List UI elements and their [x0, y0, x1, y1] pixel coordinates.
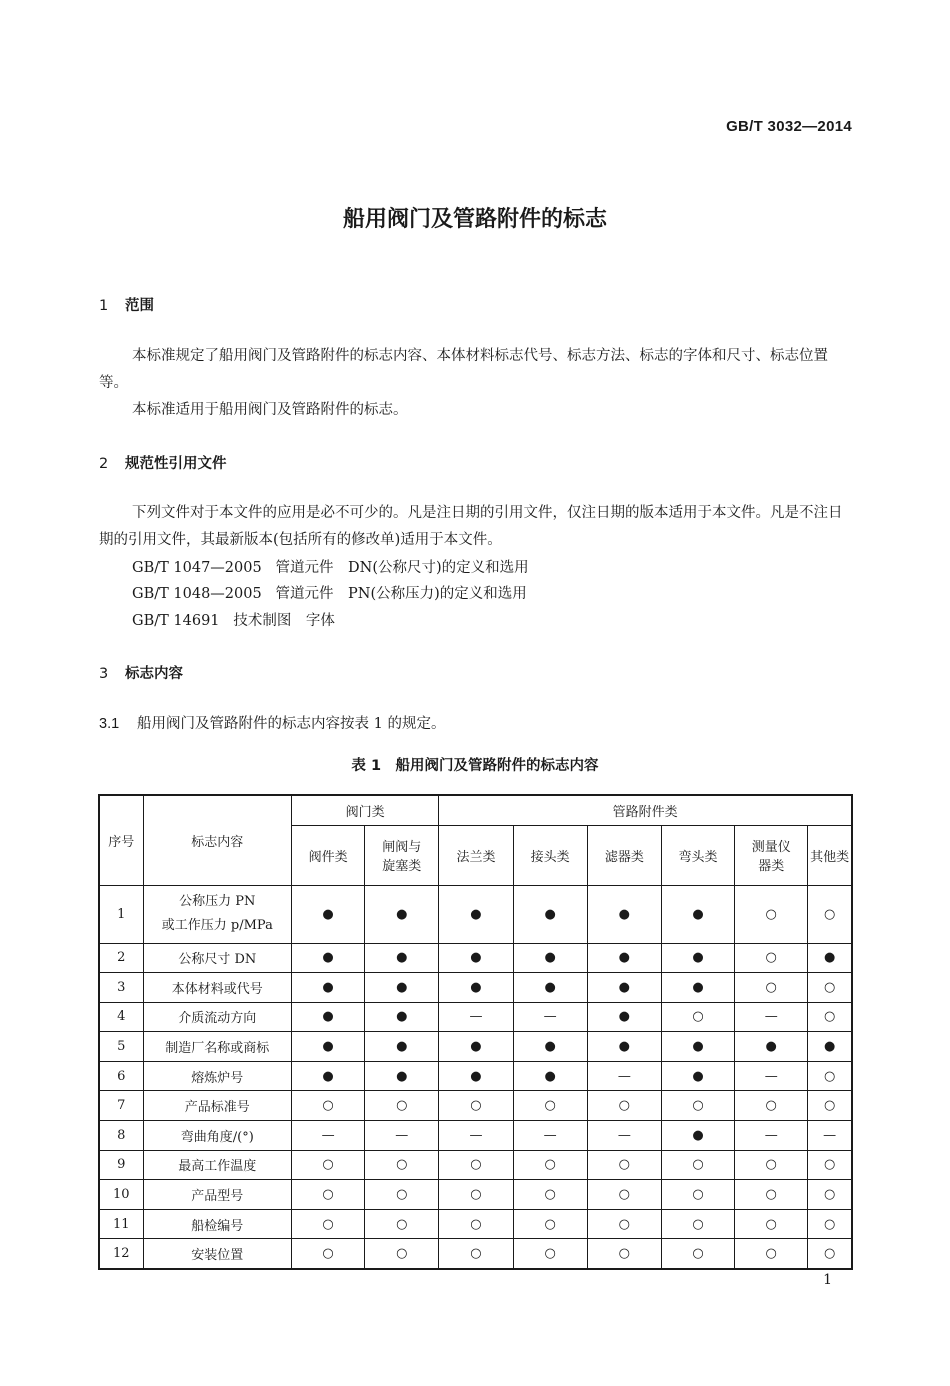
header-valve: 阀件类: [292, 825, 365, 885]
table-row: [99, 1121, 852, 1151]
section-1-paragraph-2: 本标准适用于船用阀门及管路附件的标志。: [132, 402, 408, 418]
required-mark: ●: [365, 1002, 439, 1032]
optional-mark: ○: [439, 1239, 513, 1269]
section-number: 2: [99, 456, 109, 472]
section-number: 3: [99, 666, 109, 682]
not-applicable-mark: —: [735, 1061, 808, 1091]
optional-mark: ○: [661, 1239, 734, 1269]
optional-mark: ○: [587, 1239, 661, 1269]
required-mark: ●: [808, 1032, 852, 1062]
header-other: 其他类: [808, 825, 852, 885]
table-row: [99, 1209, 852, 1239]
section-3-heading: [99, 662, 183, 683]
optional-mark: ○: [292, 1180, 365, 1210]
optional-mark: ○: [587, 1180, 661, 1210]
optional-mark: ○: [735, 943, 808, 973]
section-title: 规范性引用文件: [125, 456, 227, 472]
optional-mark: ○: [808, 1180, 852, 1210]
required-mark: ●: [513, 885, 587, 943]
row-seq: 4: [99, 1002, 143, 1032]
header-flange: 法兰类: [439, 825, 513, 885]
table-row: [99, 1091, 852, 1121]
row-content: 船检编号: [143, 1209, 291, 1239]
page-number: 1: [823, 1272, 832, 1288]
optional-mark: ○: [735, 1091, 808, 1121]
reference-title: 管道元件 DN(公称尺寸)的定义和选用: [275, 560, 529, 576]
table-row: [99, 943, 852, 973]
reference-code: GB/T 14691: [132, 613, 220, 629]
optional-mark: ○: [808, 1091, 852, 1121]
optional-mark: ○: [292, 1239, 365, 1269]
required-mark: ●: [587, 1032, 661, 1062]
optional-mark: ○: [808, 973, 852, 1003]
optional-mark: ○: [587, 1150, 661, 1180]
optional-mark: ○: [513, 1150, 587, 1180]
optional-mark: ○: [513, 1209, 587, 1239]
reference-item: [132, 609, 335, 630]
row-content: 公称尺寸 DN: [143, 943, 291, 973]
not-applicable-mark: —: [513, 1121, 587, 1151]
row-seq: 5: [99, 1032, 143, 1062]
required-mark: ●: [365, 1061, 439, 1091]
not-applicable-mark: —: [808, 1121, 852, 1151]
row-seq: 11: [99, 1209, 143, 1239]
required-mark: ●: [292, 885, 365, 943]
section-1-paragraph-1: 本标准规定了船用阀门及管路附件的标志内容、本体材料标志代号、标志方法、标志的字体和尺寸、标志位置等。: [99, 348, 828, 391]
row-content: 最高工作温度: [143, 1150, 291, 1180]
required-mark: ●: [735, 1032, 808, 1062]
required-mark: ●: [513, 943, 587, 973]
required-mark: ●: [439, 1061, 513, 1091]
marking-content-table: [98, 794, 853, 1270]
not-applicable-mark: —: [513, 1002, 587, 1032]
clause-number: 3.1: [99, 716, 120, 732]
optional-mark: ○: [513, 1239, 587, 1269]
required-mark: ●: [439, 943, 513, 973]
optional-mark: ○: [439, 1091, 513, 1121]
optional-mark: ○: [808, 1209, 852, 1239]
optional-mark: ○: [292, 1091, 365, 1121]
required-mark: ●: [808, 943, 852, 973]
required-mark: ●: [439, 973, 513, 1003]
optional-mark: ○: [439, 1209, 513, 1239]
table-row: [99, 973, 852, 1003]
required-mark: ●: [587, 943, 661, 973]
row-content: 本体材料或代号: [143, 973, 291, 1003]
optional-mark: ○: [365, 1239, 439, 1269]
optional-mark: ○: [365, 1091, 439, 1121]
header-gate-plug: [365, 825, 439, 885]
not-applicable-mark: —: [292, 1121, 365, 1151]
not-applicable-mark: —: [735, 1002, 808, 1032]
optional-mark: ○: [735, 1209, 808, 1239]
required-mark: ●: [513, 973, 587, 1003]
required-mark: ●: [661, 973, 734, 1003]
required-mark: ●: [513, 1061, 587, 1091]
header-seq: 序号: [99, 795, 143, 885]
required-mark: ●: [365, 943, 439, 973]
required-mark: ●: [587, 1002, 661, 1032]
required-mark: ●: [365, 973, 439, 1003]
table-row: [99, 1002, 852, 1032]
table-row: [99, 1150, 852, 1180]
required-mark: ●: [587, 973, 661, 1003]
not-applicable-mark: —: [439, 1002, 513, 1032]
row-seq: 1: [99, 885, 143, 943]
optional-mark: ○: [661, 1180, 734, 1210]
row-seq: 6: [99, 1061, 143, 1091]
required-mark: ●: [292, 973, 365, 1003]
reference-title: 技术制图 字体: [233, 613, 335, 629]
required-mark: ●: [292, 1032, 365, 1062]
optional-mark: ○: [439, 1150, 513, 1180]
reference-item: [132, 556, 529, 577]
optional-mark: ○: [365, 1180, 439, 1210]
required-mark: ●: [661, 943, 734, 973]
header-line: 闸阀与: [382, 840, 422, 855]
row-content: [143, 885, 291, 943]
optional-mark: ○: [735, 1150, 808, 1180]
optional-mark: ○: [808, 1061, 852, 1091]
optional-mark: ○: [365, 1150, 439, 1180]
header-group-fitting: 管路附件类: [439, 795, 852, 825]
optional-mark: ○: [735, 1239, 808, 1269]
optional-mark: ○: [735, 1180, 808, 1210]
table-row: [99, 1180, 852, 1210]
optional-mark: ○: [808, 1150, 852, 1180]
row-seq: 3: [99, 973, 143, 1003]
required-mark: ●: [661, 885, 734, 943]
reference-code: GB/T 1048—2005: [132, 586, 262, 602]
required-mark: ●: [292, 1002, 365, 1032]
header-line: 测量仪: [751, 840, 791, 855]
optional-mark: ○: [661, 1002, 734, 1032]
row-content: 熔炼炉号: [143, 1061, 291, 1091]
required-mark: ●: [439, 885, 513, 943]
not-applicable-mark: —: [587, 1061, 661, 1091]
table-caption: 表 1 船用阀门及管路附件的标志内容: [351, 758, 599, 774]
table-row: [99, 1032, 852, 1062]
optional-mark: ○: [513, 1091, 587, 1121]
header-content: 标志内容: [143, 795, 291, 885]
optional-mark: ○: [513, 1180, 587, 1210]
header-filter: 滤器类: [587, 825, 661, 885]
not-applicable-mark: —: [439, 1121, 513, 1151]
reference-item: [132, 582, 527, 603]
row-content: 安装位置: [143, 1239, 291, 1269]
row-content: 介质流动方向: [143, 1002, 291, 1032]
optional-mark: ○: [808, 1002, 852, 1032]
reference-code: GB/T 1047—2005: [132, 560, 262, 576]
optional-mark: ○: [292, 1209, 365, 1239]
header-line: 器类: [758, 859, 785, 874]
required-mark: ●: [587, 885, 661, 943]
row-content-line: 或工作压力 p/MPa: [161, 918, 273, 933]
not-applicable-mark: —: [587, 1121, 661, 1151]
required-mark: ●: [661, 1032, 734, 1062]
required-mark: ●: [513, 1032, 587, 1062]
row-seq: 12: [99, 1239, 143, 1269]
optional-mark: ○: [587, 1091, 661, 1121]
optional-mark: ○: [735, 973, 808, 1003]
table-row: [99, 1239, 852, 1269]
header-joint: 接头类: [513, 825, 587, 885]
row-seq: 7: [99, 1091, 143, 1121]
row-content-line: 公称压力 PN: [179, 894, 256, 909]
optional-mark: ○: [365, 1209, 439, 1239]
row-seq: 9: [99, 1150, 143, 1180]
row-content: 弯曲角度/(°): [143, 1121, 291, 1151]
table-row: [99, 1061, 852, 1091]
row-content: 产品标准号: [143, 1091, 291, 1121]
section-number: 1: [99, 298, 109, 314]
not-applicable-mark: —: [735, 1121, 808, 1151]
required-mark: ●: [365, 885, 439, 943]
required-mark: ●: [292, 943, 365, 973]
section-2-heading: [99, 452, 227, 473]
required-mark: ●: [365, 1032, 439, 1062]
optional-mark: ○: [735, 885, 808, 943]
optional-mark: ○: [808, 1239, 852, 1269]
row-seq: 8: [99, 1121, 143, 1151]
row-content: 制造厂名称或商标: [143, 1032, 291, 1062]
required-mark: ●: [661, 1061, 734, 1091]
header-group-valve: 阀门类: [292, 795, 439, 825]
header-gauge: [735, 825, 808, 885]
row-seq: 2: [99, 943, 143, 973]
section-1-heading: [99, 294, 154, 315]
header-elbow: 弯头类: [661, 825, 734, 885]
optional-mark: ○: [661, 1150, 734, 1180]
row-seq: 10: [99, 1180, 143, 1210]
section-2-paragraph-1: 下列文件对于本文件的应用是必不可少的。凡是注日期的引用文件，仅注日期的版本适用于本文件。凡是不注日期的引用文件，其最新版本(包括所有的修改单)适用于本文件。: [99, 505, 843, 548]
optional-mark: ○: [587, 1209, 661, 1239]
optional-mark: ○: [661, 1091, 734, 1121]
document-title: 船用阀门及管路附件的标志: [342, 207, 607, 232]
standard-code: GB/T 3032—2014: [726, 118, 852, 135]
not-applicable-mark: —: [365, 1121, 439, 1151]
reference-title: 管道元件 PN(公称压力)的定义和选用: [275, 586, 527, 602]
optional-mark: ○: [661, 1209, 734, 1239]
required-mark: ●: [661, 1121, 734, 1151]
optional-mark: ○: [292, 1150, 365, 1180]
header-line: 旋塞类: [382, 859, 422, 874]
table-row: [99, 885, 852, 943]
optional-mark: ○: [439, 1180, 513, 1210]
required-mark: ●: [292, 1061, 365, 1091]
optional-mark: ○: [808, 885, 852, 943]
clause-3-1: [99, 712, 445, 733]
row-content: 产品型号: [143, 1180, 291, 1210]
section-title: 范围: [125, 298, 154, 314]
clause-text: 船用阀门及管路附件的标志内容按表 1 的规定。: [137, 716, 446, 732]
required-mark: ●: [439, 1032, 513, 1062]
section-title: 标志内容: [125, 666, 183, 682]
